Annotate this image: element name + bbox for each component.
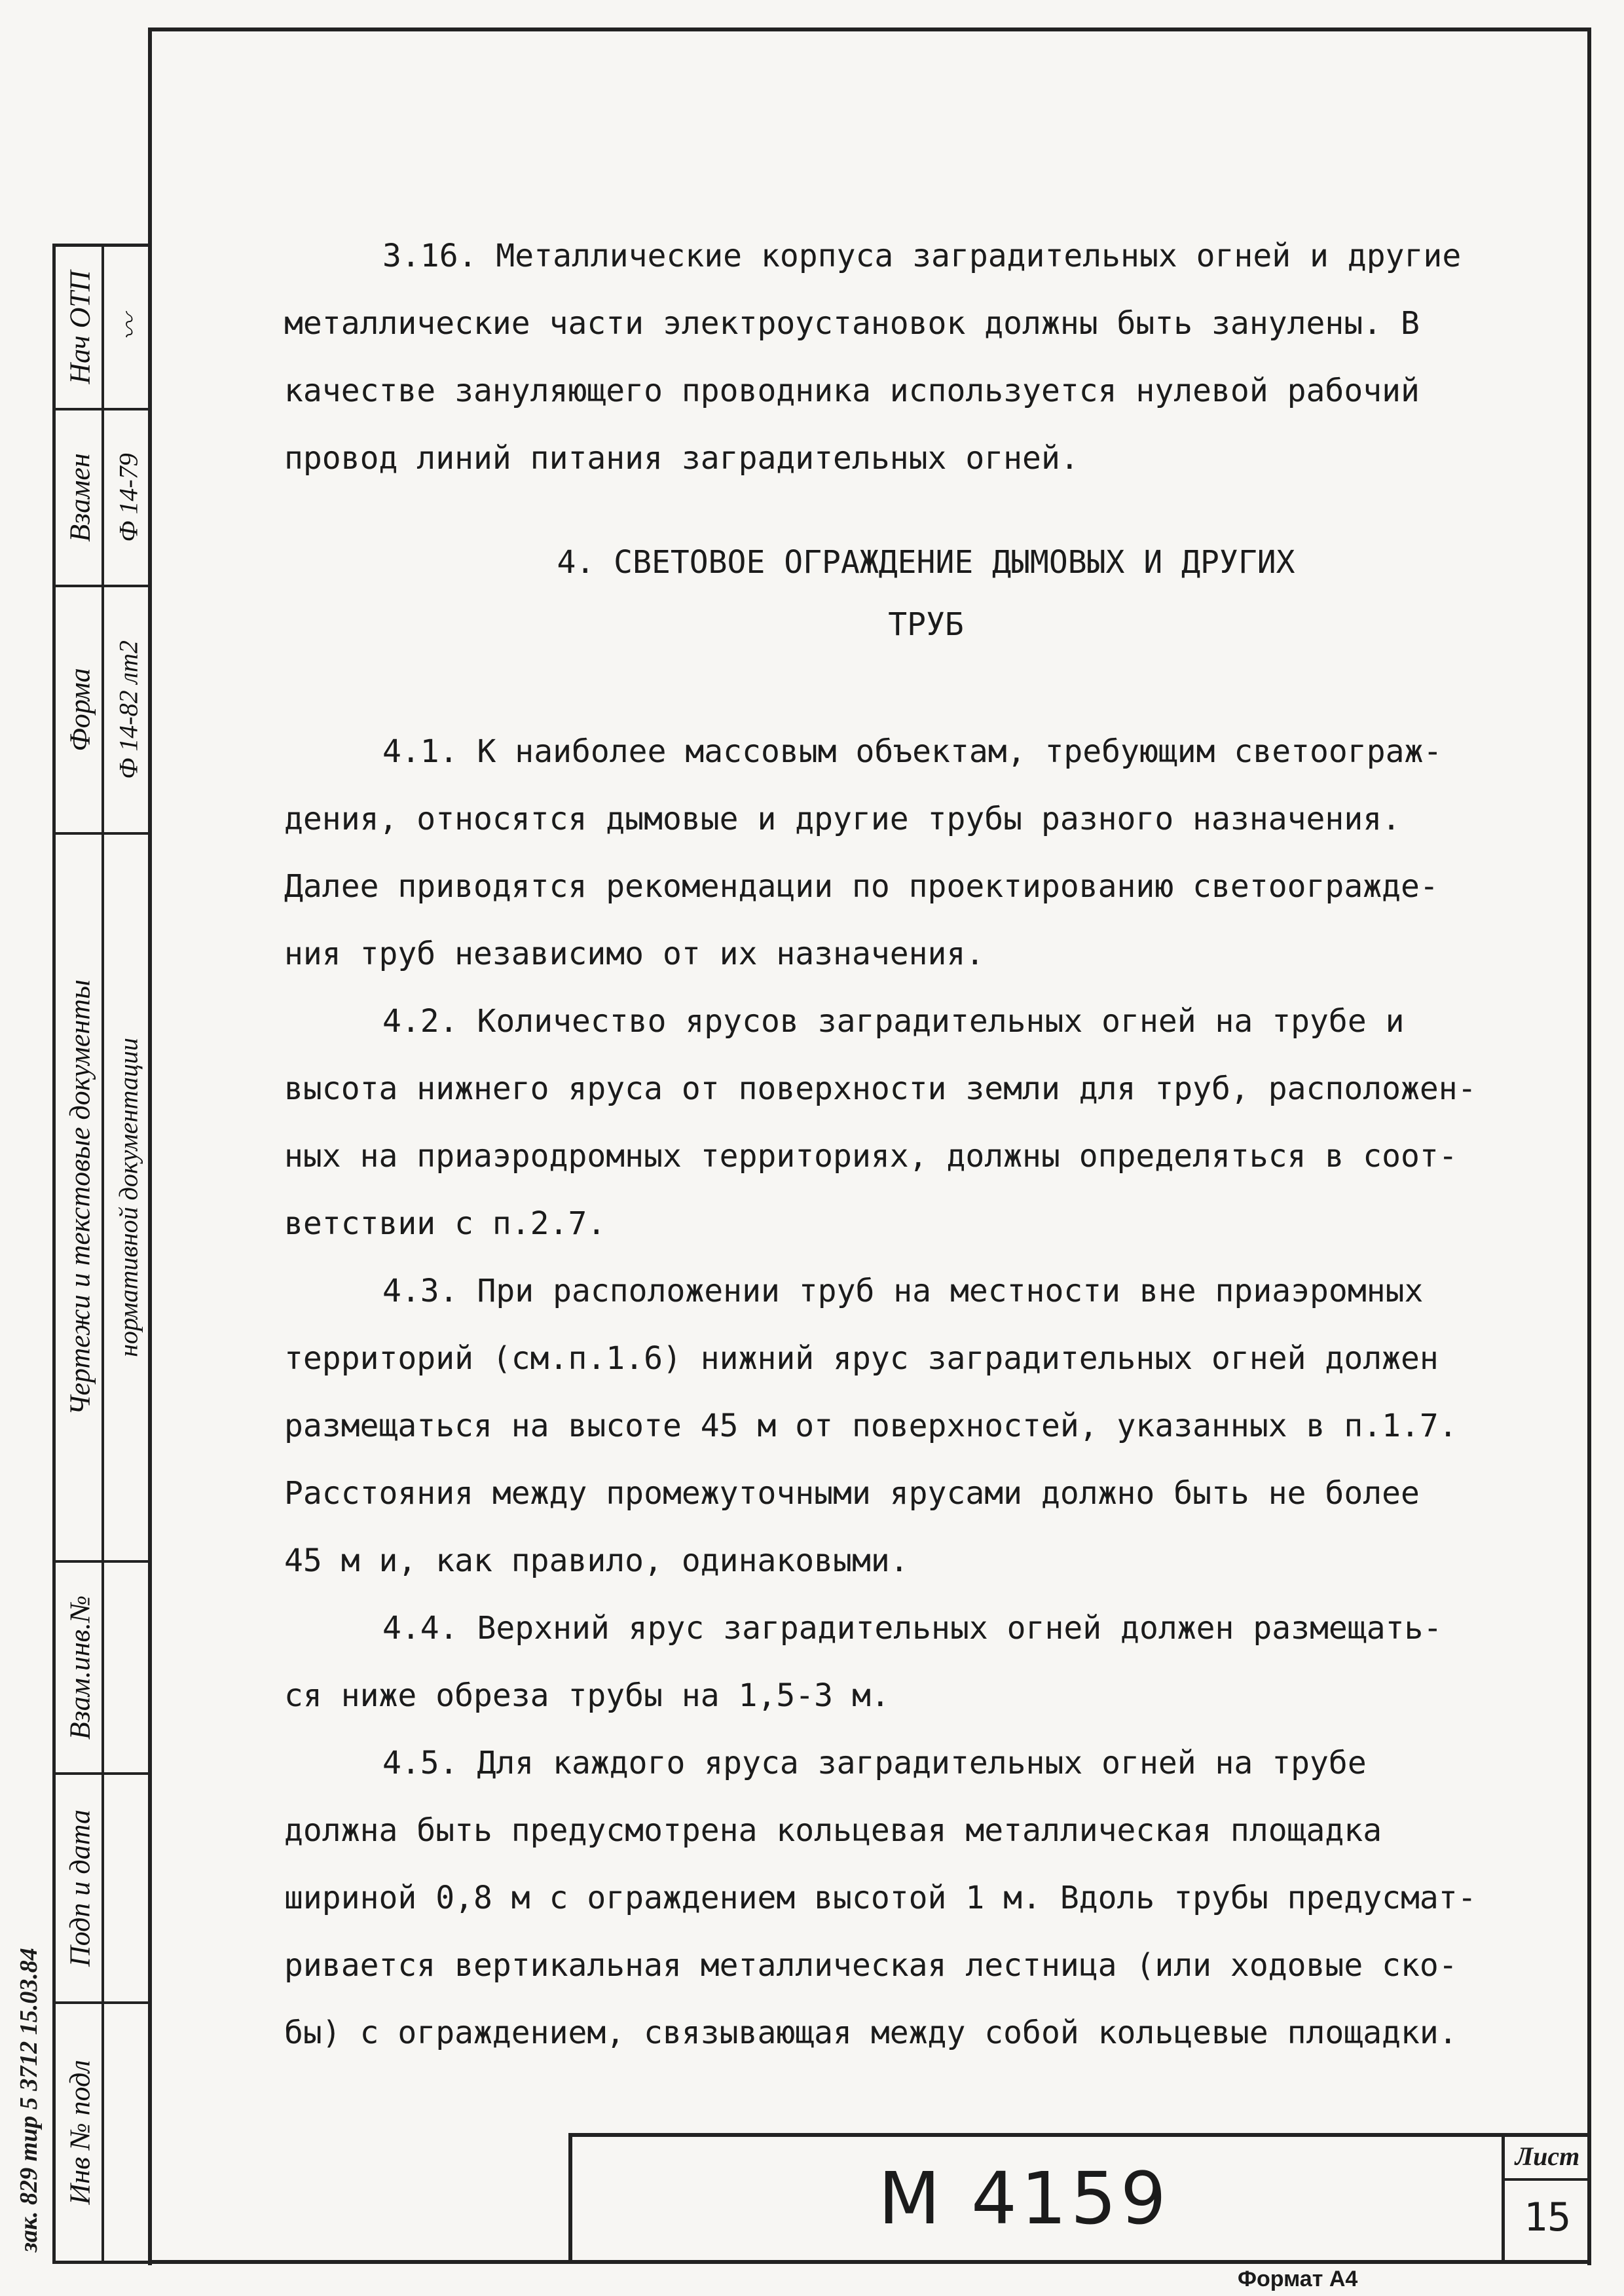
format-label: Формат А4: [1238, 2267, 1358, 2291]
text-line: ся ниже обреза трубы на 1,5-3 м.: [284, 1677, 890, 1714]
side-stamp: [52, 244, 152, 2264]
heading-line: ТРУБ: [888, 606, 964, 643]
text-line: бы) с ограждением, связывающая между собой кольцевые площадки.: [284, 2014, 1458, 2051]
document-number: М 4159: [878, 2157, 1170, 2240]
sheet-box: [1502, 2137, 1590, 2260]
text-line: высота нижнего яруса от поверхности земли для труб, расположен-: [284, 1070, 1477, 1107]
text-line: 4.5. Для каждого яруса заградительных огней на трубе: [382, 1745, 1367, 1781]
sheet-label: Лист: [1505, 2141, 1590, 2181]
text-line: ветствии с п.2.7.: [284, 1205, 606, 1242]
page-body: [284, 223, 1568, 2067]
title-block: [568, 2133, 1590, 2260]
sheet-number: 15: [1523, 2195, 1572, 2240]
handwritten-order-note: зак. 829 тир 5 3712 15.03.84: [15, 1948, 43, 2252]
text-line: Расстояния между промежуточными ярусами должно быть не более: [284, 1475, 1420, 1512]
text-line: шириной 0,8 м с ограждением высотой 1 м. Вдоль трубы предусмат-: [284, 1880, 1477, 1916]
text-line: качестве зануляющего проводника используется нулевой рабочий: [284, 373, 1420, 409]
text-line: территорий (см.п.1.6) нижний ярус заградительных огней должен: [284, 1340, 1439, 1377]
text-line: ных на приаэродромных территориях, должны определяться в соот-: [284, 1138, 1458, 1175]
text-line: 4.1. К наиболее массовым объектам, требующим светоограж-: [382, 733, 1443, 770]
forma-value: Ф 14-82 лт2: [113, 640, 143, 779]
text-line: Далее приводятся рекомендации по проектированию светоогражде-: [284, 868, 1439, 905]
text-line: ния труб независимо от их назначения.: [284, 936, 985, 972]
stamp-cell-vzam-inv: [56, 1563, 149, 1775]
doc-type-line-1: Чертежи и текстовые документы: [64, 979, 96, 1415]
vzamen-label: Взамен: [64, 453, 96, 542]
paragraph-4-2: [284, 988, 1568, 1258]
doc-type-line-2: нормативной документации: [113, 1038, 143, 1357]
text-line: провод линий питания заградительных огней.: [284, 440, 1079, 477]
text-line: должна быть предусмотрена кольцевая металлическая площадка: [284, 1812, 1382, 1849]
stamp-cell-inv-podl: [56, 2004, 149, 2261]
text-line: 4.4. Верхний ярус заградительных огней должен размещать-: [382, 1610, 1443, 1647]
text-line: дения, относятся дымовые и другие трубы разного назначения.: [284, 801, 1401, 837]
text-line: 3.16. Металлические корпуса заградительных огней и другие: [382, 238, 1462, 274]
vzamen-value: Ф 14-79: [113, 453, 143, 542]
podp-data-label: Подп и дата: [64, 1809, 96, 1967]
nach-otp-signature-icon: 〰︎: [115, 314, 145, 340]
text-line: металлические части электроустановок должны быть занулены. В: [284, 305, 1420, 342]
text-line: 4.2. Количество ярусов заградительных огней на трубе и: [382, 1003, 1405, 1040]
stamp-cell-podp-data: [56, 1775, 149, 2004]
inv-podl-label: Инв № подл: [64, 2060, 96, 2205]
heading-line: 4. СВЕТОВОЕ ОГРАЖДЕНИЕ ДЫМОВЫХ И ДРУГИХ: [557, 544, 1295, 581]
vzam-inv-label: Взам.инв.№: [64, 1595, 96, 1740]
text-line: 4.3. При расположении труб на местности вне приаэромных: [382, 1273, 1424, 1309]
forma-label: Форма: [64, 668, 96, 752]
paragraph-4-3: [284, 1258, 1568, 1595]
text-line: 45 м и, как правило, одинаковыми.: [284, 1542, 909, 1579]
text-line: размещаться на высоте 45 м от поверхностей, указанных в п.1.7.: [284, 1408, 1458, 1444]
frame-bottom-rule: [148, 2260, 1591, 2264]
stamp-cell-nach-otp: [56, 247, 149, 410]
stamp-cell-vzamen: [56, 410, 149, 587]
paragraph-4-4: [284, 1595, 1568, 1730]
text-line: ривается вертикальная металлическая лестница (или ходовые ско-: [284, 1947, 1458, 1984]
section-4-heading: [284, 532, 1568, 656]
nach-otp-label: Нач ОТП: [64, 270, 96, 384]
stamp-cell-forma: [56, 587, 149, 835]
paragraph-3-16: [284, 223, 1568, 492]
paragraph-4-5: [284, 1730, 1568, 2067]
paragraph-4-1: [284, 718, 1568, 988]
stamp-cell-doc-type: [56, 835, 149, 1563]
